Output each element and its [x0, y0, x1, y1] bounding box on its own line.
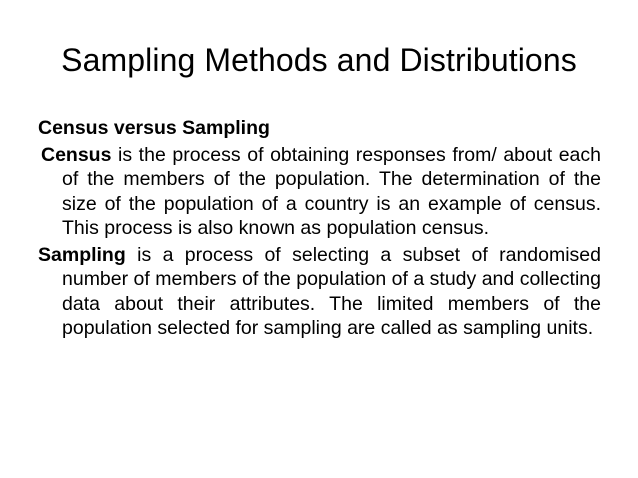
census-definition: is the process of obtaining responses from/ about each of the members of the population. The determination of the size of the population of a country is an example of census. This process is also known as population census.: [62, 143, 601, 239]
census-paragraph: [38, 143, 601, 241]
sampling-paragraph: [38, 243, 601, 341]
sampling-definition: is a process of selecting a subset of randomised number of members of the population of a study and collecting data about their attributes. The limited members of the population selected for sampling are called as sampling units.: [62, 243, 601, 339]
sampling-term: Sampling: [38, 243, 126, 266]
census-term: Census: [41, 143, 112, 166]
slide-body: [38, 116, 601, 343]
slide-title: Sampling Methods and Distributions: [61, 42, 577, 78]
section-subheading: Census versus Sampling: [38, 117, 270, 139]
